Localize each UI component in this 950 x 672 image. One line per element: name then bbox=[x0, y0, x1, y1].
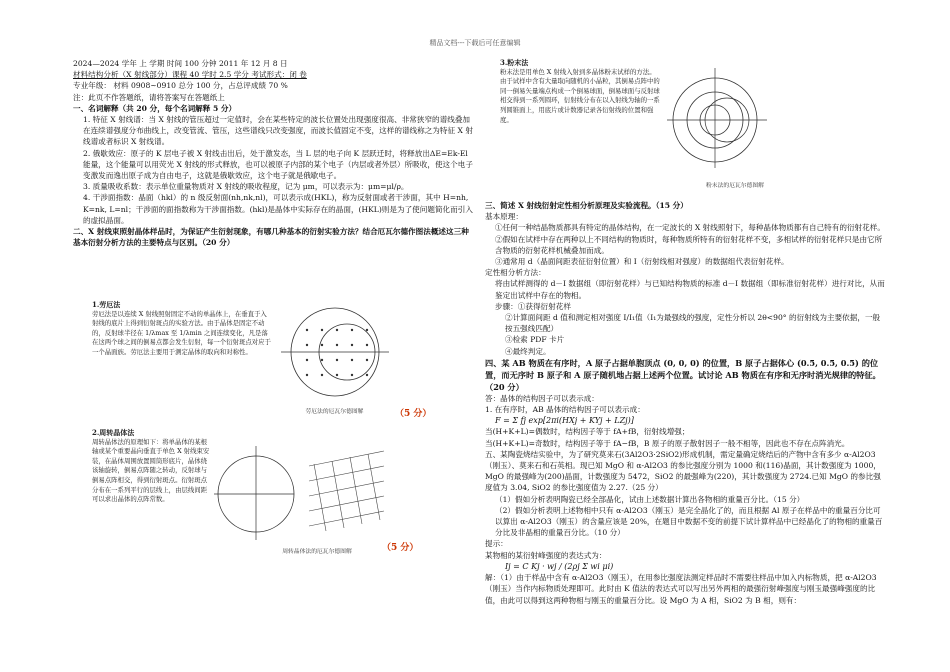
answer-2: 当(H+K+L)=偶数时，结构因子等于 fA+fB，衍射线增强； bbox=[485, 427, 690, 437]
exam-meta-3: 专业年级： 材料 0908~0910 总分 100 分，占总评成绩 70 % bbox=[73, 81, 288, 91]
method-steps: 步骤：①获得衍射花样 bbox=[495, 301, 571, 311]
structure-factor-formula: F = Σ fj exp[2πi(HXj + KYj + LZj)] bbox=[495, 416, 634, 426]
hint-label: 提示： bbox=[485, 539, 508, 549]
section-1-title: 一、名词解释（共 20 分，每个名词解释 5 分） bbox=[73, 103, 237, 113]
laue-title: 1.劳厄法 bbox=[92, 300, 121, 309]
powder-body: 粉末法是用单色 X 射线入射到多晶体粉末试样的方法。由于试样中含有大量取向随机的小晶粒，其倒易点阵中的同一倒易矢量端点构成一个倒易球面，倒易球面与反射球相交得到一系列圆环，衍射线分布在以入射线为轴的一系列圆锥面上，用底片或计数器记录各衍射线的位置和强度。 bbox=[500, 67, 660, 124]
solution-text: 解：（1）由于样品中含有 α-Al2O3（刚玉），在用参比强度法测定样品时不需要往样品中加入内标物质，把 α-Al2O3（刚玉）当作内标物质处理即可。此时由 K 值法的表达式可以写出另外两相的最强衍射峰强度与刚玉最强峰强度的比值，由此可以得到这两种物相与刚玉的重量百分比。设 MgO 为 A 相，SiO2 为 B 相，则有： bbox=[485, 573, 877, 605]
powder-diagram-icon bbox=[665, 58, 770, 178]
principle-2: ②假如在试样中存在两种以上不同结构的物质时，每种物质所特有的衍射花样不变，多相试样的衍射花样只是由它所含物质的衍射花样机械叠加而成。 bbox=[495, 234, 883, 255]
method-label: 定性相分析方法： bbox=[485, 268, 546, 278]
section-5-part-2: （2）假如分析表明上述物相中只有 α-Al2O3（刚玉）是完全晶化了的，而且根据 Al 原子在样品中的重量百分比可以算出 α-Al2O3（刚玉）的含量应该是 20%，在题目中数据不变的前提下试计算样品中已经晶化了的物相的重量百分比及非晶相的重量百分比。（10 分） bbox=[495, 505, 883, 538]
intensity-formula: Ij = C Kj · wj / (2ρj Σ wi μi) bbox=[505, 561, 614, 571]
exam-note: 注：此页不作答题纸，请将答案写在答题纸上 bbox=[73, 92, 225, 102]
score-rotating: （5 分） bbox=[382, 543, 419, 553]
method-2: ②计算面间距 d 值和测定相对强度 I/I₁值（I₁为最强线的强度，定性分析以 2θ<90° 的衍射线为主要依据，一般按五强线匹配） bbox=[505, 313, 881, 334]
powder-figure bbox=[500, 58, 770, 193]
section-3-title: 三、简述 X 射线衍射定性相分析原理及实验流程。（15 分） bbox=[485, 201, 688, 210]
laue-caption: 劳厄法的厄瓦尔德图解 bbox=[305, 409, 364, 415]
method-3: ③检索 PDF 卡片 bbox=[505, 335, 565, 345]
left-column bbox=[73, 58, 475, 248]
page-header: 精品文档---下载后可任意编辑 bbox=[429, 39, 521, 47]
powder-caption: 粉末法的厄瓦尔德图解 bbox=[706, 183, 764, 189]
answer-1: 1. 在有序时，AB 晶体的结构因子可以表示成： bbox=[485, 405, 645, 415]
rotating-caption: 周转晶体法的厄瓦尔德图解 bbox=[282, 549, 352, 555]
principle-label: 基本原理： bbox=[485, 212, 523, 222]
exam-meta-2: 材料结构分析（X 射线部分）课程 40 学时 2.5 学分 考试形式：闭 卷 bbox=[73, 70, 307, 80]
section-5-part-1: （1）假如分析表明陶瓷已经全部晶化，试由上述数据计算出各物相的重量百分比。（15 分） bbox=[495, 494, 805, 504]
principle-3: ③通常用 d（晶面间距表征衍射位置）和 I（衍射线相对强度）的数据组代表衍射花样。 bbox=[495, 257, 789, 267]
question-4: 4. 干涉面指数：晶面（hkl）的 n 级反射面(nh,nk,nl)，可以表示成(HKL)，称为反射面或者干涉面，其中 H=nh, K=nk, L=nl；干涉面的面指数称为干涉面指数。(hkl)是晶体中实际存在的晶面，(HKL)则是为了使问题简化而引入的虚拟晶面。 bbox=[83, 193, 473, 225]
section-2-title: 二、X 射线束照射晶体样品时，为保证产生衍射现象，有哪几种基本的衍射实验方法？结合厄瓦尔德作图法概述这三种基本衍射分析方法的主要特点与区别。（20 分） bbox=[73, 227, 469, 248]
section-5-title: 五、某陶瓷烧结实验中，为了研究莫来石(3Al2O3·2SiO2)形成机制，需定量确定烧结后的产物中含有多少 α-Al2O3（刚玉）、莫来石和石英相。现已知 MgO 和 α-Al2O3 的参比强度分别为 1000 和(116)晶面，其计数强度为 1000，MgO 的最强峰为(200)晶面，计数强度为 5472，SiO2 的最强峰为(220)，其计数强度为 2724.已知 MgO 的参比强度值为 3.04, SiO2 的参比强度值为 2.27.（25 分） bbox=[485, 449, 881, 493]
laue-body: 劳厄法是以连续 X 射线照射固定不动的单晶体上，在垂直于入射线的底片上得到衍射斑点的实验方法。由于晶体是固定不动的，反射球半径在 1/λmax 至 1/λmin 之间连续变化，凡是落在这两个球之间的倒易点都会发生衍射，每一个衍射斑点对应于一个晶面族。劳厄法主要用于测定晶体的取向和对称性。 bbox=[92, 309, 271, 356]
laue-diagram-icon bbox=[277, 300, 392, 410]
laue-figure bbox=[92, 300, 392, 418]
answer-3: 当(H+K+L)=奇数时，结构因子等于 fA−fB，B 原子的原子散射因子一般不相等，因此也不存在点阵消光。 bbox=[485, 438, 850, 448]
powder-title: 3.粉末法 bbox=[500, 58, 529, 67]
rotating-body: 周转晶体法的原理如下：将单晶体的某根轴或某个重要晶向垂直于单色 X 射线束安装，在晶体周围放置圆筒形底片，晶体绕该轴旋转，倒易点阵随之转动，反射球与倒易点阵相交，得到衍射斑点。衍射斑点分布在一系列平行的层线上，由层线间距可以求出晶体的点阵常数。 bbox=[92, 437, 210, 504]
rotating-title: 2.周转晶体法 bbox=[92, 428, 135, 437]
exam-meta-1: 2024—2024 学年 上 学期 时间 100 分钟 2011 年 12 月 8 日 bbox=[73, 59, 288, 68]
question-3: 3. 质量吸收系数：表示单位重量物质对 X 射线的吸收程度，记为 μm，可以表示为：μm=μl/ρ。 bbox=[83, 182, 409, 192]
hint-text: 某物相的某衍射峰强度的表达式为： bbox=[485, 550, 607, 560]
score-laue: （5 分） bbox=[395, 409, 432, 419]
principle-1: ①任何一种结晶物质都具有特定的晶体结构，在一定波长的 X 射线照射下，每种晶体物质都有自己特有的衍射花样。 bbox=[495, 223, 885, 233]
answer-intro: 答：晶体的结构因子可以表示成： bbox=[485, 393, 599, 403]
method-4: ④最终判定。 bbox=[505, 346, 551, 356]
question-2: 2. 俄歇效应：原子的 K 层电子被 X 射线击出后，处于激发态，当 L 层的电子向 K 层跃迁时，将释放出ΔE=Ek-El 能量，这个能量可以用荧光 X 射线的形式释放，也可以被原子内部的某个电子（内层或者外层）所吸收，使这个电子变激发而逸出原子成为自由电子，这就是俄歇效应，这个电子就是俄歇电子。 bbox=[83, 148, 473, 181]
question-1: 1. 特征 X 射线谱：当 X 射线的管压超过一定值时，会在某些特定的波长位置处出现强度很高、非常狭窄的谱线叠加在连续谱强度分布曲线上，改变管流、管压，这些谱线只改变强度，而波长值固定不变，这样的谱线称之为特征 X 射线谱或者标识 X 射线谱。 bbox=[83, 115, 473, 147]
method-1: 将由试样测得的 d－I 数据组（即衍射花样）与已知结构物质的标准 d－I 数据组（即标准衍射花样）进行对比，从而鉴定出试样中存在的物相。 bbox=[495, 279, 885, 300]
section-4-title: 四、某 AB 物质在有序时，A 原子占据单胞顶点 (0, 0, 0) 的位置，B 原子占据体心 (0.5, 0.5, 0.5) 的位置，而无序时 B 原子和 A 原子随机地占据上述两个位置。试讨论 AB 物质在有序和无序时消光规律的特征。（20 分） bbox=[485, 357, 881, 392]
rotating-crystal-figure bbox=[92, 428, 392, 556]
right-column bbox=[485, 200, 887, 606]
rotating-diagram-icon bbox=[214, 436, 389, 544]
